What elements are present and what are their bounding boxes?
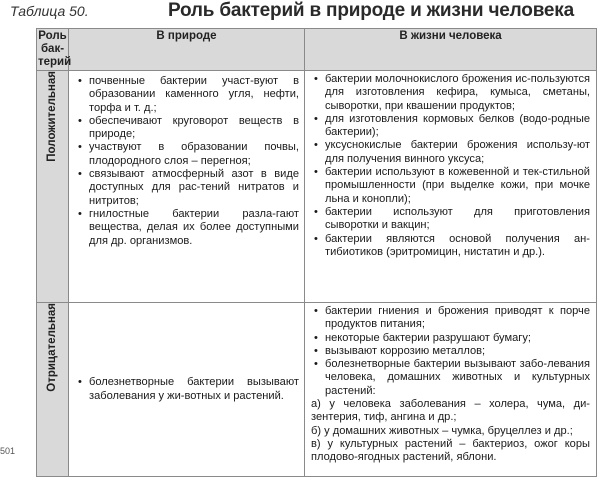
table-number: Таблица 50. [10,3,89,19]
positive-nature-list [75,75,299,248]
bullet-icon: • [314,358,318,371]
list-item [311,206,590,233]
table-row-negative [37,303,597,477]
bullet-icon: • [314,73,318,85]
list-item [75,75,299,115]
column-header-role-line1: Роль бак- [38,30,67,55]
list-item [311,233,590,260]
negative-nature-list [75,376,299,403]
bullet-icon: • [78,207,82,220]
disease-line: в) у культурных растений – бактериоз, ожог коры плодово-ягодных растений, яблони. [311,437,590,464]
bullet-icon: • [314,305,318,317]
list-item-text: уксуснокислые бактерии брожения использу-ют для получения винного уксуса; [325,139,590,165]
list-item [311,305,590,332]
header [0,0,600,26]
positive-life-cell [305,71,597,303]
bullet-icon: • [78,75,82,87]
table-row-positive [37,71,597,303]
list-item-text: почвенные бактерии участ-вуют в образовании каменного угля, нефти, торфа и т. д.; [89,75,299,114]
list-item-text: обеспечивают круговорот веществ в природе; [89,114,299,141]
bacteria-role-table [36,28,597,477]
negative-nature-cell [69,303,305,477]
row-label-positive-cell [37,71,69,303]
table-header-row [37,29,597,71]
negative-life-cell [305,303,597,477]
list-item [311,139,590,166]
list-item-text: бактерии гниения и брожения приводят к порче продуктов питания; [325,305,590,331]
list-item [311,358,590,398]
column-header-nature: В природе [69,29,305,71]
list-item-text: связывают атмосферный азот в виде доступных для рас-тений нитратов и нитритов; [89,168,299,207]
list-item-text: болезнетворные бактерии вызывают заболевания у жи-вотных и растений. [89,376,299,402]
bullet-icon: • [314,205,318,218]
list-item-text: гнилостные бактерии разла-гают вещества, делая их более доступными для др. организмов. [89,207,299,247]
list-item [311,73,590,113]
column-header-role-line2: терий [38,56,72,68]
list-item-text: бактерии используют для приготовления сыворотки и вакцин; [325,205,590,232]
row-label-positive: Положительная [45,71,58,162]
column-header-role [37,29,72,71]
row-label-negative-cell [37,303,69,477]
list-item-text: для изготовления кормовых белков (водо-родные бактерии); [325,112,590,139]
list-item [311,345,590,358]
list-item [75,168,299,208]
page-number: 501 [0,446,16,456]
positive-life-list [311,73,590,259]
negative-life-list [311,305,590,398]
bullet-icon: • [78,141,82,154]
bullet-icon: • [314,112,318,125]
bullet-icon: • [314,344,318,357]
list-item [75,115,299,142]
bullet-icon: • [314,166,318,179]
bullet-icon: • [314,331,318,344]
list-item [311,332,590,345]
list-item-text: некоторые бактерии разрушают бумагу; [325,331,531,344]
disease-line: а) у человека заболевания – холера, чума, ди-зентерия, тиф, ангина и др.; [311,398,590,424]
bullet-icon: • [78,114,82,127]
list-item [311,113,590,140]
bullet-icon: • [314,232,318,245]
negative-life-sublist [311,398,590,464]
list-item [75,376,299,403]
positive-nature-cell [69,71,305,303]
bullet-icon: • [314,139,318,152]
column-header-life: В жизни человека [305,29,597,71]
list-item-text: бактерии используют в кожевенной и тек-стильной промышленности (при выделке кожи, при мочке льна и конопли); [325,166,590,205]
list-item-text: бактерии являются основой получения ан-тибиотиков (эритромицин, нистатин и др.). [325,232,590,258]
row-label-negative: Отрицательная [45,303,58,392]
disease-line: б) у домашних животных – чумка, бруцеллез и др.; [311,424,573,437]
bullet-icon: • [78,376,82,389]
list-item [311,166,590,206]
list-item-text: болезнетворные бактерии вызывают забо-левания человека, домашних животных и культурных растений: [325,358,590,397]
list-item-text: вызывают коррозию металлов; [325,344,486,357]
list-item-text: бактерии молочнокислого брожения ис-пользуются для изготовления кефира, кумыса, сметаны, сыворотки, при квашении продуктов; [325,73,590,112]
bullet-icon: • [78,168,82,181]
list-item [75,208,299,248]
list-item [75,141,299,168]
page-title: Роль бактерий в природе и жизни человека [168,0,574,21]
list-item-text: участвуют в образовании почвы, плодородного слоя – перегноя; [89,141,299,167]
